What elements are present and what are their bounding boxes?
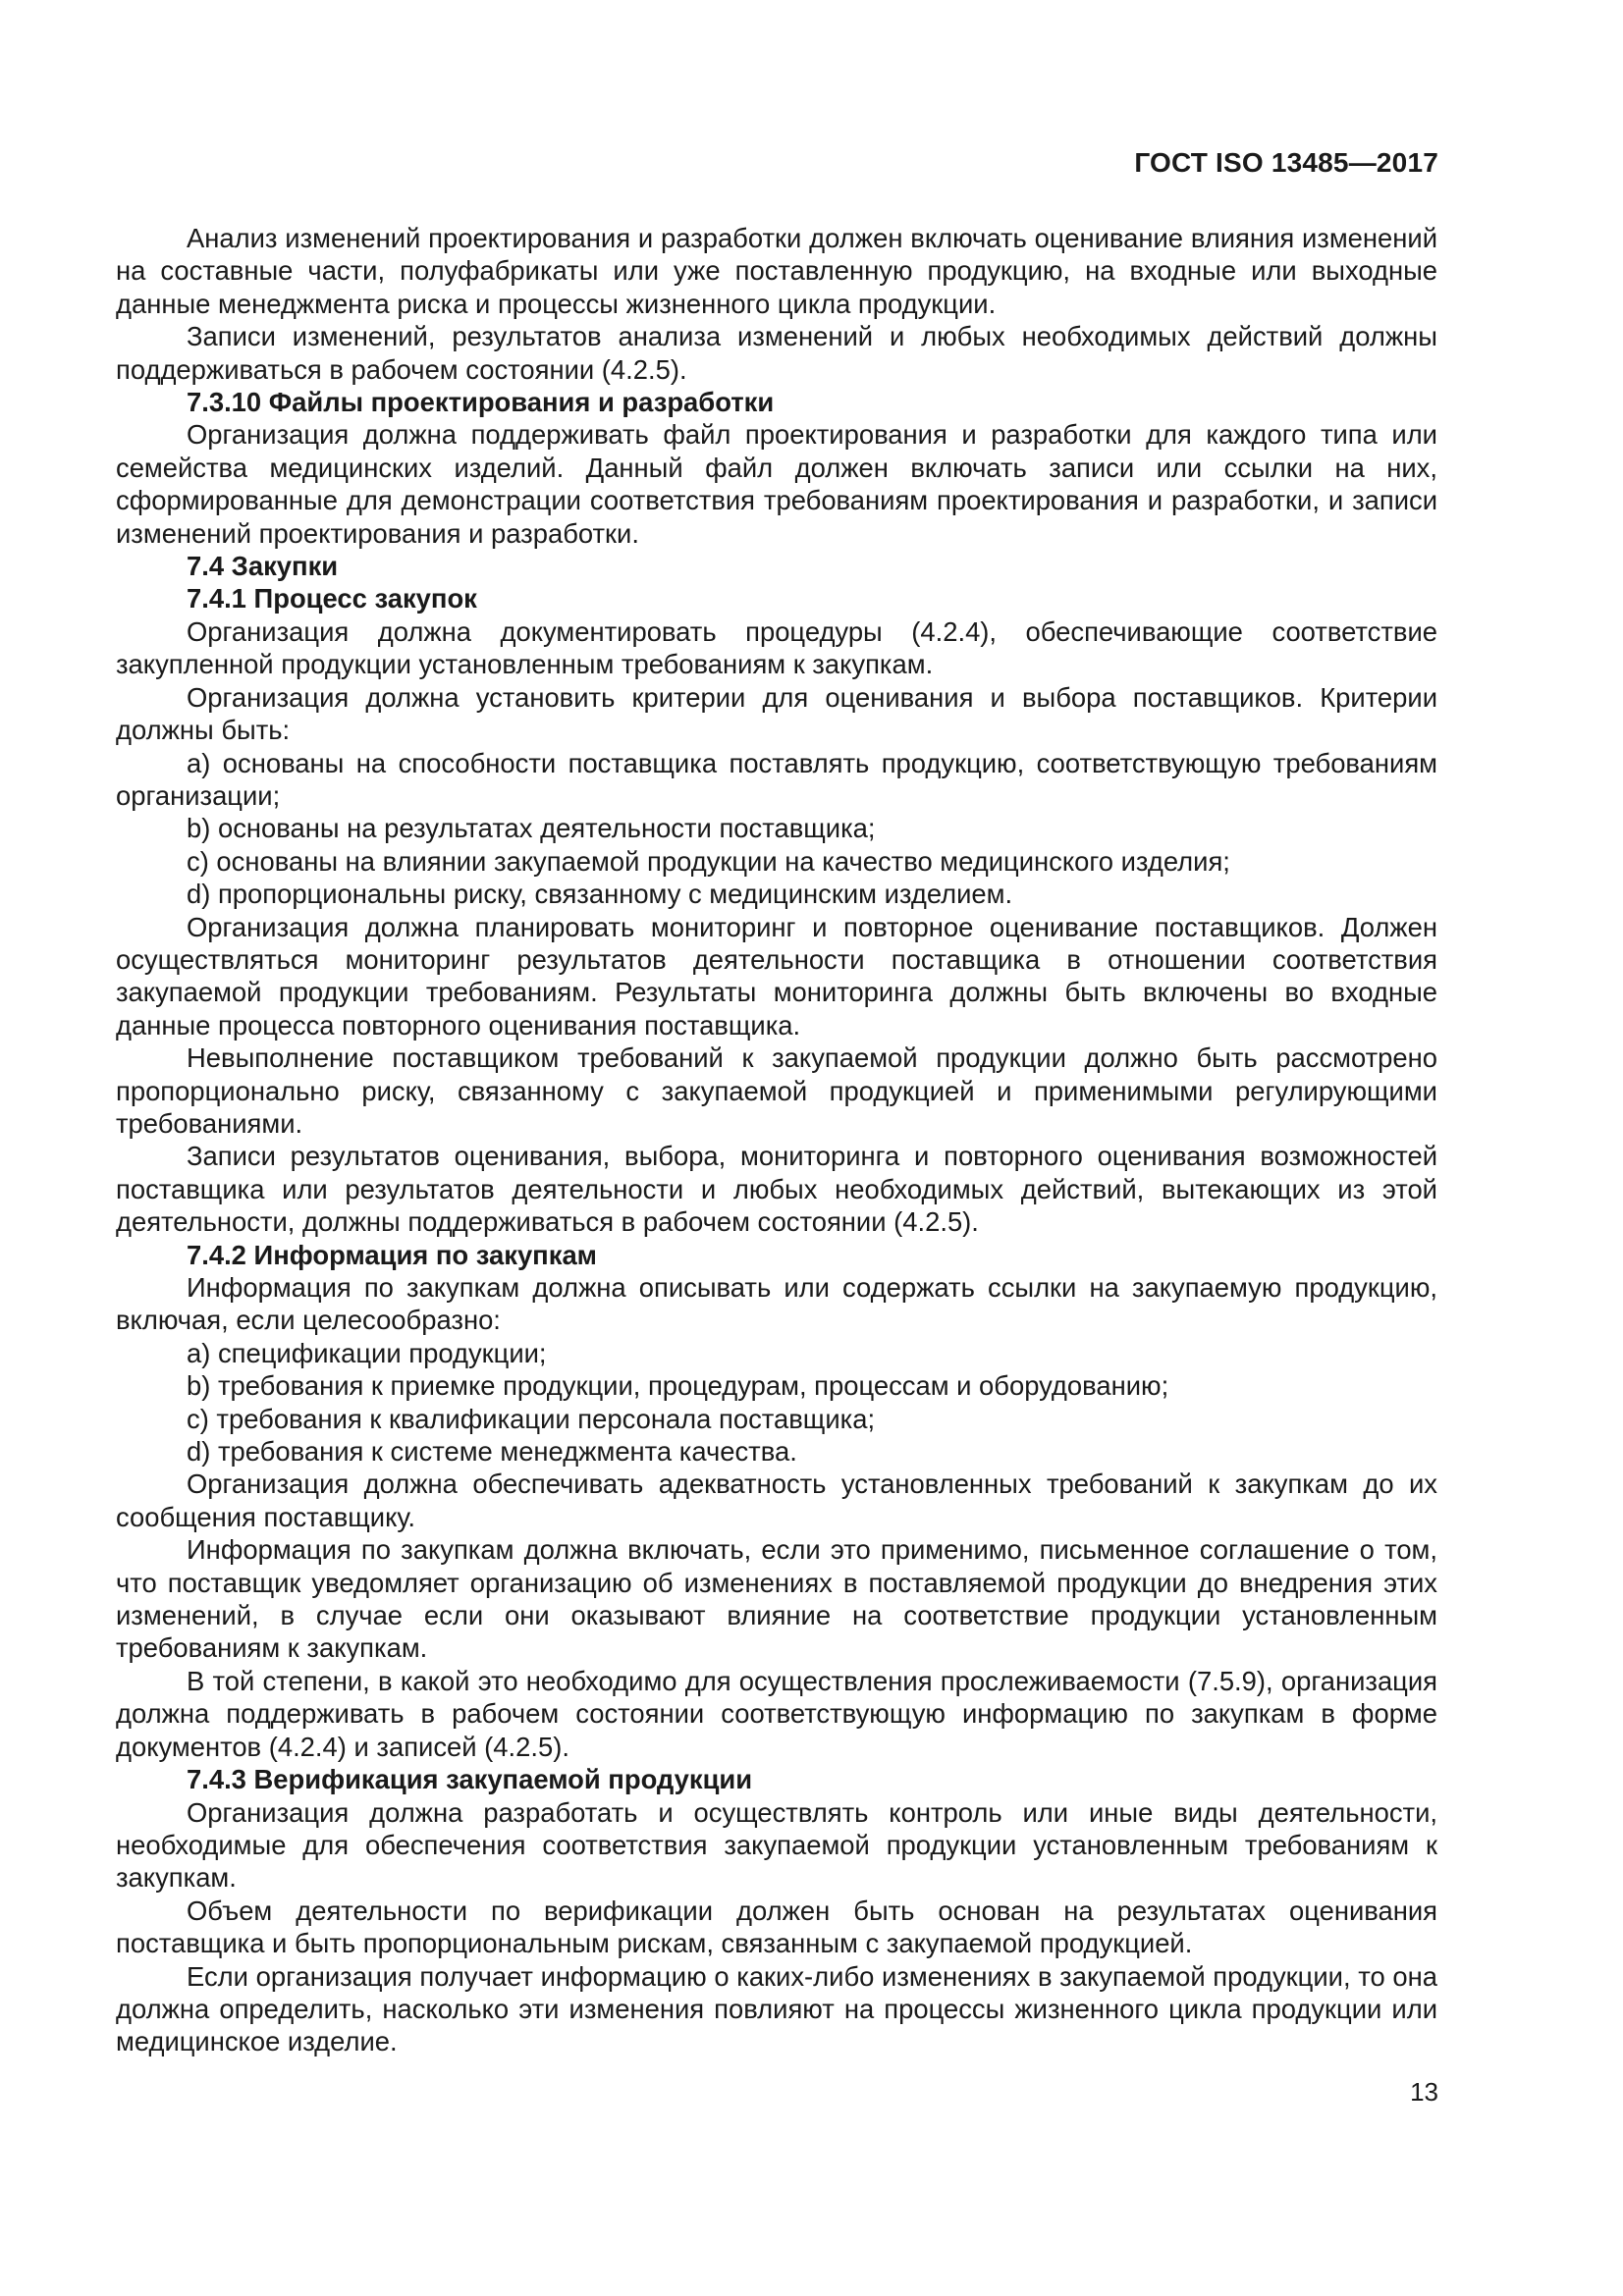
section-heading-7-4-1: 7.4.1 Процесс закупок — [187, 583, 477, 614]
section-heading-7-4-2: 7.4.2 Информация по закупкам — [187, 1239, 597, 1270]
section-heading-7-4: 7.4 Закупки — [187, 551, 339, 582]
page-number: 13 — [1410, 2077, 1438, 2107]
paragraph: Организация должна поддерживать файл проектирования и разработки для каждого типа или семейства медицинских изделий. Данный файл должен включать записи или ссылки на них, сформированные для демонстрации соответствия требованиям проектирования и разработки, и записи изменений проектирования и разработки. — [116, 419, 1437, 549]
list-item: b) основаны на результатах деятельности поставщика; — [187, 813, 876, 844]
paragraph: Организация должна документировать процедуры (4.2.4), обеспечивающие соответствие закупленной продукции установленным требованиям к закупкам. — [116, 615, 1437, 680]
paragraph: Невыполнение поставщиком требований к закупаемой продукции должно быть рассмотрено пропорционально риску, связанному с закупаемой продукцией и применимыми регулирующими требованиями. — [116, 1042, 1437, 1139]
list-item: d) требования к системе менеджмента качества. — [187, 1436, 797, 1468]
document-body — [116, 222, 1437, 2058]
list-item: c) основаны на влиянии закупаемой продукции на качество медицинского изделия; — [187, 845, 1230, 877]
list-item: b) требования к приемке продукции, процедурам, процессам и оборудованию; — [187, 1370, 1169, 1402]
paragraph: Записи изменений, результатов анализа изменений и любых необходимых действий должны поддерживаться в рабочем состоянии (4.2.5). — [116, 321, 1437, 385]
paragraph: Организация должна разработать и осуществлять контроль или иные виды деятельности, необходимые для обеспечения соответствия закупаемой продукции установленным требованиям к закупкам. — [116, 1796, 1437, 1894]
paragraph: Организация должна установить критерии для оценивания и выбора поставщиков. Критерии должны быть: — [116, 681, 1437, 746]
paragraph: Анализ изменений проектирования и разработки должен включать оценивание влияния изменений на составные части, полуфабрикаты или уже поставленную продукцию, на входные или выходные данные менеджмента риска и процессы жизненного цикла продукции. — [116, 223, 1437, 319]
paragraph: Организация должна планировать мониторинг и повторное оценивание поставщиков. Должен осуществляться мониторинг результатов деятельности поставщика в отношении соответствия закупаемой продукции требованиям. Результаты мониторинга должны быть включены во входные данные процесса повторного оценивания поставщика. — [116, 911, 1437, 1041]
paragraph: Если организация получает информацию о каких-либо изменениях в закупаемой продукции, то она должна определить, насколько эти изменения повлияют на процессы жизненного цикла продукции или медицинское изделие. — [116, 1960, 1437, 2057]
paragraph: Информация по закупкам должна описывать или содержать ссылки на закупаемую продукцию, включая, если целесообразно: — [116, 1272, 1437, 1336]
document-code: ГОСТ ISO 13485—2017 — [1134, 147, 1438, 178]
list-item: c) требования к квалификации персонала поставщика; — [187, 1403, 876, 1434]
list-item: a) основаны на способности поставщика поставлять продукцию, соответствующую требованиям организации; — [116, 747, 1437, 811]
paragraph: Организация должна обеспечивать адекватность установленных требований к закупкам до их сообщения поставщику. — [116, 1468, 1437, 1532]
section-heading-7-3-10: 7.3.10 Файлы проектирования и разработки — [187, 387, 775, 418]
list-item: a) спецификации продукции; — [187, 1337, 547, 1368]
paragraph: Записи результатов оценивания, выбора, мониторинга и повторного оценивания возможностей поставщика или результатов деятельности и любых необходимых действий, вытекающих из этой деятельности, должны поддерживаться в рабочем состоянии (4.2.5). — [116, 1141, 1437, 1238]
list-item: d) пропорциональны риску, связанному с медицинским изделием. — [187, 879, 1013, 910]
paragraph: Объем деятельности по верификации должен быть основан на результатах оценивания поставщика и быть пропорциональным рискам, связанным с закупаемой продукцией. — [116, 1895, 1437, 1959]
paragraph: В той степени, в какой это необходимо для осуществления прослеживаемости (7.5.9), организация должна поддерживать в рабочем состоянии соответствующую информацию по закупкам в форме документов (4.2.4) и записей (4.2.5). — [116, 1665, 1437, 1762]
section-heading-7-4-3: 7.4.3 Верификация закупаемой продукции — [187, 1764, 753, 1795]
paragraph: Информация по закупкам должна включать, если это применимо, письменное соглашение о том, что поставщик уведомляет организацию об изменениях в поставляемой продукции до внедрения этих изменений, в случае если они оказывают влияние на соответствие продукции установленным требованиям к закупкам. — [116, 1534, 1437, 1664]
